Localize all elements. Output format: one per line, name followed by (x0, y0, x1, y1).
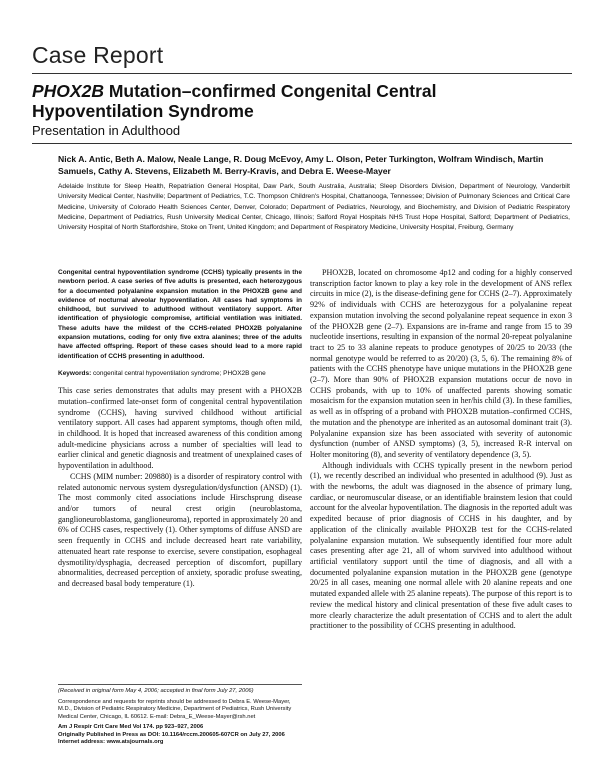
author-list: Nick A. Antic, Beth A. Malow, Neale Lange, R. Doug McEvoy, Amy L. Olson, Peter Turkington, Wolfram Windisch, Martin Samuels, Cathy A. Stevens, Elizabeth M. Berry-Kravis, and Debra E. Weese-Mayer (58, 154, 544, 176)
keywords-text: congenital central hypoventilation syndrome; PHOX2B gene (91, 369, 266, 377)
article-subtitle: Presentation in Adulthood (32, 123, 181, 138)
internet-address: Internet address: www.atsjournals.org (58, 739, 164, 746)
body-paragraph: PHOX2B, located on chromosome 4p12 and coding for a highly conserved transcription factor known to play a key role in the development of ANS reflex circuits in mice (2), is the disease-defining gene for CCHS (2–7). Approximately 92% of individuals with CCHS are heterozygous for a polyalanine repeat expansion mutation involving the second polyalanine repeat sequence in exon 3 of the PHOX2B gene (2–7). Expansions are in-frame and range from 15 to 39 nucleotide insertions, resulting in expansion of the normal 20-repeat polyalanine tract to 25 to 33 alanine repeats to produce genotypes of 20/25 to 20/33 (the normal genotype would be referred to as 20/20) (3, 5, 6). The remaining 8% of patients with the CCHS phenotype have unique mutations in the PHOX2B gene (2–7). More than 90% of PHOX2B expansion mutations occur de novo in CCHS probands, with up to 10% of unaffected parents showing somatic mosaicism for the expansion mutation seen in her/his child (3). In these families, as well as in offspring of a proband with PHOX2B mutation–confirmed CCHS, the mutation and the phenotype are inherited as an autosomal dominant trait (3). Polyalanine expansion size has been associated with severity of autonomic dysfunction (number of ANSD symptoms) (3, 5), increased R-R interval on Holter monitoring (8), and severity of ventilatory dependence (3, 5). (310, 268, 572, 459)
header-rule (32, 73, 572, 74)
footnote-rule (58, 684, 302, 685)
received-date: (Received in original form May 4, 2006; accepted in final form July 27, 2006) (58, 688, 254, 694)
keywords (58, 369, 302, 378)
online-publication: Originally Published in Press as DOI: 10.1164/rccm.200605-607CR on July 27, 2006 (58, 731, 285, 738)
affiliations: Adelaide Institute for Sleep Health, Repatriation General Hospital, Daw Park, South Australia, Australia; Sleep Disorders Division, Department of Neurology, Vanderbilt University Medical Center, Nashville; Department of Pediatrics, T.C. Thompson Children's Hospital, Chattanooga, Tennessee; Division of Pulmonary Sciences and Critical Care Medicine, University of Colorado Health Sciences Center, Denver, Colorado; Department of Pediatrics, Neurology, and Biochemistry, and Division of Pediatric Respiratory Medicine, Department of Pediatrics, Rush University Medical Center, Chicago, Illinois; Salford Royal Hospitals NHS Trust Hope Hospital, Salford; Department of Pediatrics, University Hospital of North Staffordshire, Stoke on Trent, United Kingdom; and Department of Respiratory Medicine, University Hospital, Freiburg, Germany (58, 183, 570, 232)
body-paragraph: CCHS (MIM number: 209880) is a disorder of respiratory control with related autonomic nervous system dysregulation/dysfunction (ANSD) (1). The most commonly cited associations include Hirschsprung disease and/or tumors of neural crest origin (neuroblastoma, ganglioneuroblastoma, ganglioneuroma), reported in approximately 20 and 6% of CCHS cases, respectively (1). Other symptoms of diffuse ANSD are seen frequently in CCHS and include decreased heart rate variability, attenuated heart rate response to exercise, severe constipation, esophageal dysmotility/dysphagia, decreased perception of discomfort, pupillary abnormalities, decreased perception of anxiety, sporadic profuse sweating, and decreased basal body temperature (1). (58, 471, 302, 588)
title-gene: PHOX2B (32, 81, 104, 101)
journal-citation: Am J Respir Crit Care Med Vol 174. pp 923–927, 2006 (58, 724, 204, 731)
abstract: Congenital central hypoventilation syndrome (CCHS) typically presents in the newborn period. A case series of five adults is presented, each heterozygous for a documented polyalanine expansion mutation in the PHOX2B gene and evidence of nocturnal alveolar hypoventilation. All cases had symptoms in childhood, but survived to adulthood without ventilatory support. After identification of physiologic compromise, artificial ventilation was initiated. These adults have the mildest of the CCHS-related PHOX2B polyalanine expansion mutations, coding for only five extra alanines; three of the adults have affected offspring. Report of these cases should lead to a more rapid identification of CCHS presenting in adulthood. (58, 269, 302, 360)
section-label: Case Report (32, 42, 164, 68)
title-text: Mutation–confirmed Congenital Central Hypoventilation Syndrome (32, 81, 437, 121)
correspondence: Correspondence and requests for reprints should be addressed to Debra E. Weese-Mayer, M.D., Division of Pediatric Respiratory Medicine, Department of Pediatrics, Rush University Medical Center, Chicago, IL 60612. E-mail: Debra_E_Weese-Mayer@rsh.net (58, 699, 292, 720)
right-column (310, 268, 572, 632)
footnotes (58, 699, 302, 746)
body-paragraph: This case series demonstrates that adults may present with a PHOX2B mutation–confirmed late-onset form of congenital central hypoventilation syndrome (CCHS), having survived childhood without artificial ventilatory support. All cases had apparent symptoms, though often mild, in childhood. It is hoped that increased awareness of this condition among adult-medicine physicians across a number of specialties will lead to earlier clinical and genetic diagnosis and treatment of unexplained cases of hypoventilation in adulthood. (58, 386, 302, 471)
body-paragraph: Although individuals with CCHS typically present in the newborn period (1), we recently described an individual who presented in adulthood (9). Just as with the newborns, the adult was diagnosed in the absence of primary lung, cardiac, or neuromuscular disease, or an identifiable brainstem lesion that could account for the alveolar hypoventilation. The diagnosis in the reported adult was expedited because of prior diagnosis of CCHS in his daughter, and by application of the clinically available PHOX2B test for the CCHS-related polyalanine expansion mutation. We subsequently identified four more adult cases presenting after age 21, all of whom survived into adulthood without artificial ventilatory support until the time of diagnosis, and all with a documented polyalanine expansion mutation in the PHOX2B gene (genotype 20/25 in all cases, meaning one normal allele with 20 alanine repeats and one mutated expanded allele with 25 alanine repeats). The purpose of this report is to review the medical history and clinical presentation of these five adult cases to more clearly characterize the adult presentation of CCHS and to alert the adult practitioner to the possibility of CCHS presenting in adulthood. (310, 460, 572, 631)
keywords-label: Keywords: (58, 369, 92, 377)
title-rule (32, 143, 572, 144)
article-title (32, 81, 572, 121)
left-column (58, 268, 302, 590)
